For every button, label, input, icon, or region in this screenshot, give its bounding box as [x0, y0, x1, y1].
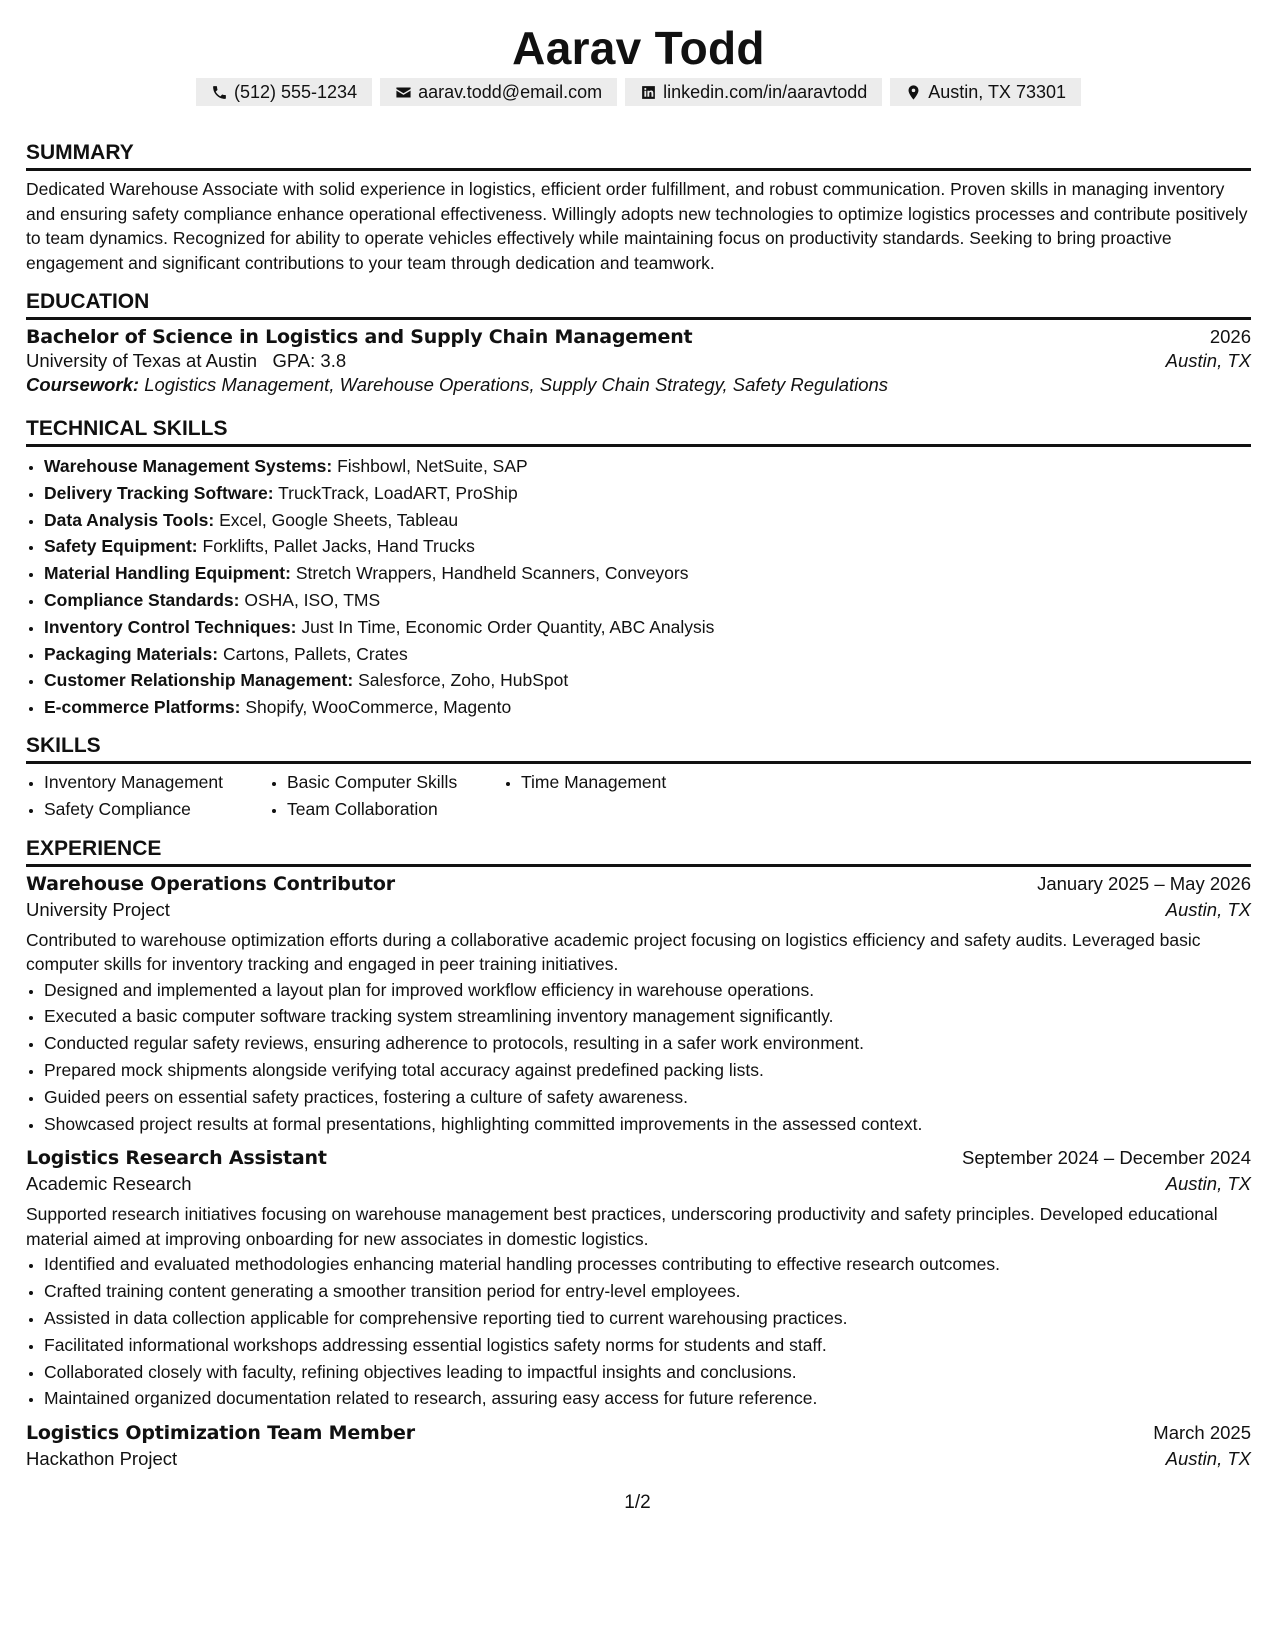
- coursework-label: Coursework:: [26, 374, 140, 395]
- school-line: [26, 350, 346, 372]
- technical-skill-item: [44, 614, 1251, 641]
- experience-entry: [26, 1147, 1251, 1412]
- job-organization: Hackathon Project: [26, 1448, 178, 1470]
- experience-title-row: [26, 873, 1251, 895]
- job-bullet: • Conducted regular safety reviews, ensuring adherence to protocols, resulting in a safer work environment.: [44, 1030, 1251, 1057]
- job-description: Contributed to warehouse optimization efforts during a collaborative academic project focusing on logistics efficiency and safety audits. Leveraged basic computer skills for inventory tracking and engaged in peer training initiatives.: [26, 929, 1201, 975]
- skills-heading: SKILLS: [26, 733, 1251, 764]
- technical-skill-item: [44, 560, 1251, 587]
- degree-title: Bachelor of Science in Logistics and Supply Chain Management: [26, 326, 693, 348]
- job-dates: January 2025 – May 2026: [1037, 872, 1251, 894]
- skill-item: • Basic Computer Skills: [287, 769, 503, 796]
- job-dates: September 2024 – December 2024: [962, 1147, 1251, 1169]
- graduation-year: 2026: [1209, 326, 1251, 347]
- experience-list: [26, 873, 1251, 1471]
- phone-chip[interactable]: [196, 78, 372, 106]
- technical-skill-label: Warehouse Management Systems:: [44, 456, 333, 476]
- technical-skill-item: [44, 587, 1251, 614]
- experience-title-row: [26, 1147, 1251, 1169]
- coursework-list: Logistics Management, Warehouse Operations, Supply Chain Strategy, Safety Regulations: [144, 374, 889, 395]
- technical-skill-value: TruckTrack, LoadART, ProShip: [278, 482, 518, 503]
- experience-section: [26, 836, 1251, 1471]
- technical-skills-heading: TECHNICAL SKILLS: [26, 416, 1251, 447]
- job-organization: University Project: [26, 898, 170, 920]
- technical-skills-list: [26, 453, 1251, 721]
- job-bullet: • Collaborated closely with faculty, refining objectives leading to impactful insights and conclusions.: [44, 1359, 1251, 1386]
- experience-entry: [26, 1422, 1251, 1470]
- technical-skill-value: Forklifts, Pallet Jacks, Hand Trucks: [202, 536, 475, 557]
- technical-skills-section: [26, 416, 1251, 721]
- technical-skill-value: OSHA, ISO, TMS: [244, 589, 381, 610]
- technical-skill-value: Just In Time, Economic Order Quantity, ABC Analysis: [301, 616, 715, 637]
- location-text: Austin, TX 73301: [928, 82, 1066, 102]
- job-bullet: • Facilitated informational workshops addressing essential logistics safety norms for students and staff.: [44, 1332, 1251, 1359]
- technical-skill-label: Customer Relationship Management:: [44, 670, 354, 691]
- technical-skill-label: Compliance Standards:: [44, 589, 240, 610]
- experience-heading: EXPERIENCE: [26, 836, 1251, 867]
- education-section: [26, 289, 1251, 396]
- experience-org-row: [26, 1173, 1251, 1195]
- technical-skill-label: E-commerce Platforms:: [44, 697, 241, 718]
- job-bullet: • Guided peers on essential safety practices, fostering a culture of safety awareness.: [44, 1084, 1251, 1111]
- skills-section: [26, 733, 1251, 823]
- candidate-name: Aarav Todd: [512, 22, 765, 74]
- phone-icon: [211, 84, 228, 101]
- technical-skill-label: Data Analysis Tools:: [44, 509, 215, 530]
- job-location: Austin, TX: [1165, 898, 1251, 920]
- job-bullets: [26, 1251, 1251, 1412]
- technical-skill-item: [44, 694, 1251, 721]
- skill-item: • Inventory Management: [44, 769, 269, 796]
- experience-org-row: [26, 1448, 1251, 1470]
- technical-skill-value: Stretch Wrappers, Handheld Scanners, Conveyors: [295, 563, 689, 584]
- email-text: aarav.todd@email.com: [418, 82, 603, 102]
- technical-skill-value: Excel, Google Sheets, Tableau: [219, 509, 459, 530]
- map-pin-icon: [905, 84, 922, 101]
- job-title: Logistics Optimization Team Member: [26, 1422, 415, 1445]
- contact-bar: [26, 78, 1251, 106]
- skill-item: • Team Collaboration: [287, 796, 503, 823]
- phone-text: (512) 555-1234: [233, 82, 358, 102]
- summary-section: [26, 140, 1251, 275]
- job-bullet: • Crafted training content generating a smoother transition period for entry-level employees.: [44, 1278, 1251, 1305]
- experience-org-row: [26, 899, 1251, 921]
- skills-column: [503, 769, 666, 823]
- job-organization: Academic Research: [26, 1173, 192, 1195]
- job-title: Warehouse Operations Contributor: [26, 872, 395, 895]
- job-bullet: • Showcased project results at formal presentations, highlighting committed improvements in the assessed context.: [44, 1111, 1251, 1138]
- job-bullet: • Identified and evaluated methodologies enhancing material handling processes contributing to effective research outcomes.: [44, 1251, 1251, 1278]
- job-location: Austin, TX: [1165, 1173, 1251, 1195]
- job-bullet: • Designed and implemented a layout plan for improved workflow efficiency in warehouse operations.: [44, 977, 1251, 1004]
- gpa: GPA: 3.8: [272, 350, 347, 371]
- experience-title-row: [26, 1422, 1251, 1444]
- job-location: Austin, TX: [1165, 1448, 1251, 1470]
- job-bullet: • Maintained organized documentation related to research, assuring easy access for future reference.: [44, 1385, 1251, 1412]
- job-bullet: • Executed a basic computer software tracking system streamlining inventory management significantly.: [44, 1003, 1251, 1030]
- envelope-icon: [395, 84, 412, 101]
- linkedin-icon: [640, 84, 657, 101]
- skill-item: • Safety Compliance: [44, 796, 269, 823]
- technical-skill-label: Safety Equipment:: [44, 536, 198, 557]
- experience-entry: [26, 873, 1251, 1138]
- page-number: 1/2: [624, 1492, 651, 1513]
- summary-text: Dedicated Warehouse Associate with solid experience in logistics, efficient order fulfillment, and robust communication. Proven skills in managing inventory and ensuring safety compliance enhance operational effectiveness. Willingly adopts new technologies to optimize logistics processes and contribute positively to team dynamics. Recognized for ability to operate vehicles effectively while maintaining focus on productivity standards. Seeking to bring proactive engagement and significant contributions to your team through dedication and teamwork.: [26, 179, 1248, 273]
- technical-skill-item: [44, 533, 1251, 560]
- job-dates: March 2025: [1153, 1422, 1251, 1444]
- technical-skill-item: [44, 507, 1251, 534]
- technical-skill-label: Material Handling Equipment:: [44, 563, 291, 584]
- linkedin-chip[interactable]: [625, 78, 882, 106]
- technical-skill-value: Shopify, WooCommerce, Magento: [245, 697, 512, 718]
- technical-skill-item: [44, 453, 1251, 480]
- technical-skill-item: [44, 480, 1251, 507]
- job-description: Supported research initiatives focusing on warehouse management best practices, underscoring productivity and safety principles. Developed educational material aimed at improving onboarding for new associates in domestic logistics.: [26, 1204, 1218, 1249]
- technical-skill-value: Salesforce, Zoho, HubSpot: [358, 670, 569, 691]
- education-heading: EDUCATION: [26, 289, 1251, 320]
- job-bullet: • Assisted in data collection applicable for comprehensive reporting tied to current warehousing practices.: [44, 1305, 1251, 1332]
- education-location: Austin, TX: [1165, 350, 1251, 371]
- skills-column: [26, 769, 269, 823]
- technical-skill-label: Inventory Control Techniques:: [44, 616, 297, 637]
- technical-skill-item: [44, 641, 1251, 668]
- coursework-line: [26, 374, 1251, 396]
- technical-skill-value: Cartons, Pallets, Crates: [222, 643, 408, 664]
- job-bullet: • Prepared mock shipments alongside verifying total accuracy against predefined packing lists.: [44, 1057, 1251, 1084]
- location-chip: [890, 78, 1081, 106]
- technical-skill-item: [44, 667, 1251, 694]
- technical-skill-label: Delivery Tracking Software:: [44, 482, 274, 503]
- email-chip[interactable]: [380, 78, 617, 106]
- job-bullets: [26, 977, 1251, 1138]
- technical-skill-label: Packaging Materials:: [44, 643, 219, 664]
- job-title: Logistics Research Assistant: [26, 1147, 327, 1170]
- summary-heading: SUMMARY: [26, 140, 1251, 171]
- skill-item: • Time Management: [521, 769, 666, 796]
- skills-column: [269, 769, 503, 823]
- resume-page: [26, 0, 1251, 1470]
- school-name: University of Texas at Austin: [26, 350, 258, 371]
- linkedin-text: linkedin.com/in/aaravtodd: [663, 82, 868, 102]
- technical-skill-value: Fishbowl, NetSuite, SAP: [337, 456, 528, 476]
- skills-columns: [26, 769, 1251, 823]
